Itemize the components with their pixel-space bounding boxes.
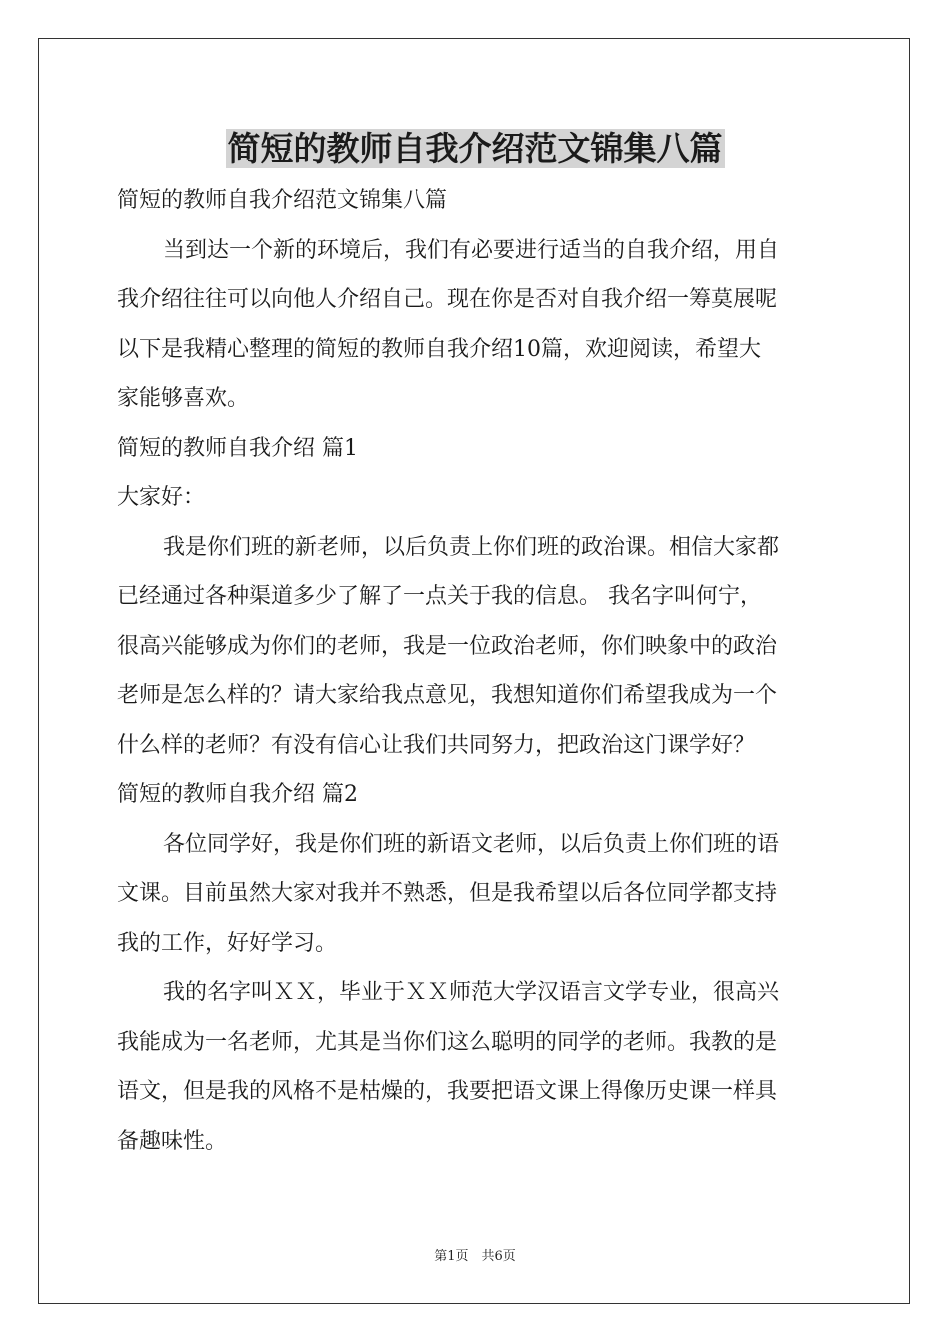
section-heading: 简短的教师自我介绍 篇1 (117, 435, 358, 461)
paragraph-line: 我介绍往往可以向他人介绍自己。现在你是否对自我介绍一筹莫展呢 (117, 287, 778, 312)
paragraph-line: 家能够喜欢。 (117, 386, 250, 411)
paragraph-line: 我是你们班的新老师，以后负责上你们班的政治课。相信大家都 (163, 534, 780, 560)
section-heading: 简短的教师自我介绍 篇2 (117, 782, 358, 807)
paragraph-line: 已经通过各种渠道多少了解了一点关于我的信息。 我名字叫何宁， (117, 584, 762, 609)
paragraph-line: 当到达一个新的环境后，我们有必要进行适当的自我介绍，用自 (163, 237, 780, 263)
paragraph-line: 什么样的老师？有没有信心让我们共同努力，把政治这门课学好？ (117, 732, 756, 758)
subtitle-line: 简短的教师自我介绍范文锦集八篇 (117, 188, 448, 213)
paragraph-line: 备趣味性。 (117, 1128, 228, 1154)
paragraph-line: 老师是怎么样的？请大家给我点意见，我想知道你们希望我成为一个 (117, 683, 778, 708)
paragraph-line: 文课。目前虽然大家对我并不熟悉，但是我希望以后各位同学都支持 (117, 881, 778, 906)
paragraph-line: 我的名字叫ＸＸ，毕业于ＸＸ师范大学汉语言文学专业，很高兴 (163, 980, 780, 1005)
paragraph-line: 我的工作，好好学习。 (117, 930, 338, 956)
document-title-text: 简短的教师自我介绍范文锦集八篇 (227, 129, 723, 168)
paragraph-line: 各位同学好，我是你们班的新语文老师，以后负责上你们班的语 (163, 831, 780, 857)
document-title (0, 126, 950, 172)
paragraph-line: 语文，但是我的风格不是枯燥的，我要把语文课上得像历史课一样具 (117, 1079, 778, 1104)
greeting-line: 大家好： (117, 485, 206, 510)
document-body (117, 176, 833, 1166)
paragraph-line: 很高兴能够成为你们的老师，我是一位政治老师，你们映象中的政治 (117, 633, 778, 659)
paragraph-line: 以下是我精心整理的简短的教师自我介绍10篇，欢迎阅读，希望大 (117, 336, 761, 362)
page-footer: 第1页 共6页 (434, 1249, 516, 1264)
paragraph-line: 我能成为一名老师，尤其是当你们这么聪明的同学的老师。我教的是 (117, 1029, 778, 1055)
